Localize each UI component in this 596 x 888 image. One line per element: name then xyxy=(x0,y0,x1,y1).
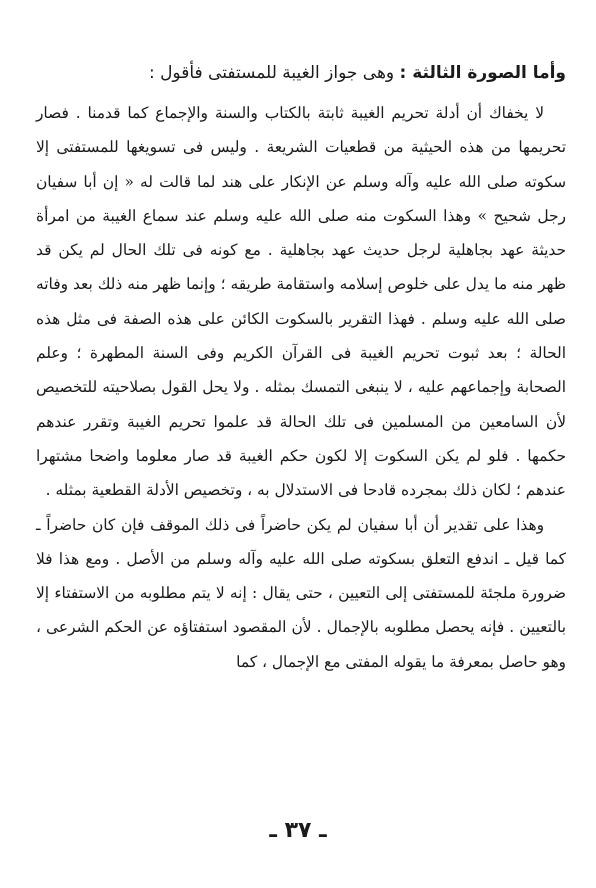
paragraph-2: وهذا على تقدير أن أبا سفيان لم يكن حاضراً فى ذلك الموقف فإن كان حاضراً ـ كما قيل ـ اندفع التعلق بسكوته صلى الله عليه وآله وسلم من الأصل . ومع هذا فلا ضرورة ملجئة للمستفتى إلى التعيين ، حتى يقال : إنه لا يتم مطلوبه من الاستفتاء إلا بالتعيين . فإنه يحصل مطلوبه بالإجمال . لأن المقصود استفتاؤه عن الحكم الشرعى ، وهو حاصل بمعرفة ما يقوله المفتى مع الإجمال ، كما xyxy=(36,515,566,671)
section-heading-text: وهى جواز الغيبة للمستفتى فأقول : xyxy=(148,63,400,83)
page-number: ـ ٣٧ ـ xyxy=(269,818,327,843)
document-page xyxy=(36,56,566,679)
section-heading-bold: وأما الصورة الثالثة : xyxy=(399,63,566,83)
section-heading xyxy=(36,56,566,90)
paragraph-1: لا يخفاك أن أدلة تحريم الغيبة ثابتة بالكتاب والسنة والإجماع كما قدمنا . فصار تحريمها من هذه الحيثية من قطعيات الشريعة . وليس فى تسويغها للمستفتى إلا سكوته صلى الله عليه وآله وسلم عن الإنكار على هند لما قالت له « إن أبا سفيان رجل شحيح » وهذا السكوت منه صلى الله عليه وسلم عند سماع الغيبة من امرأة حديثة عهد بجاهلية لرجل حديث عهد بجاهلية . مع كونه فى تلك الحال لم يكن قد ظهر منه ما يدل على خلوص إسلامه واستقامة طريقه ؛ وإنما ظهر منه ذلك بعد وفاته صلى الله عليه وسلم . فهذا التقرير بالسكوت الكائن على هذه الصفة فى مثل هذه الحالة ؛ بعد ثبوت تحريم الغيبة فى القرآن الكريم وفى السنة المطهرة ؛ وعلم الصحابة وإجماعهم عليه ، لا ينبغى التمسك بمثله . ولا يحل القول بصلاحيته للتخصيص لأن السامعين من المسلمين فى تلك الحالة قد علموا تحريم الغيبة وتقرر عندهم حكمها . فلو لم يكن السكوت إلا لكون حكم الغيبة قد صار معلوما واضحا مشتهرا عندهم ؛ لكان ذلك بمجرده قادحا فى الاستدلال به ، وتخصيص الأدلة القطعية بمثله . xyxy=(36,104,566,500)
